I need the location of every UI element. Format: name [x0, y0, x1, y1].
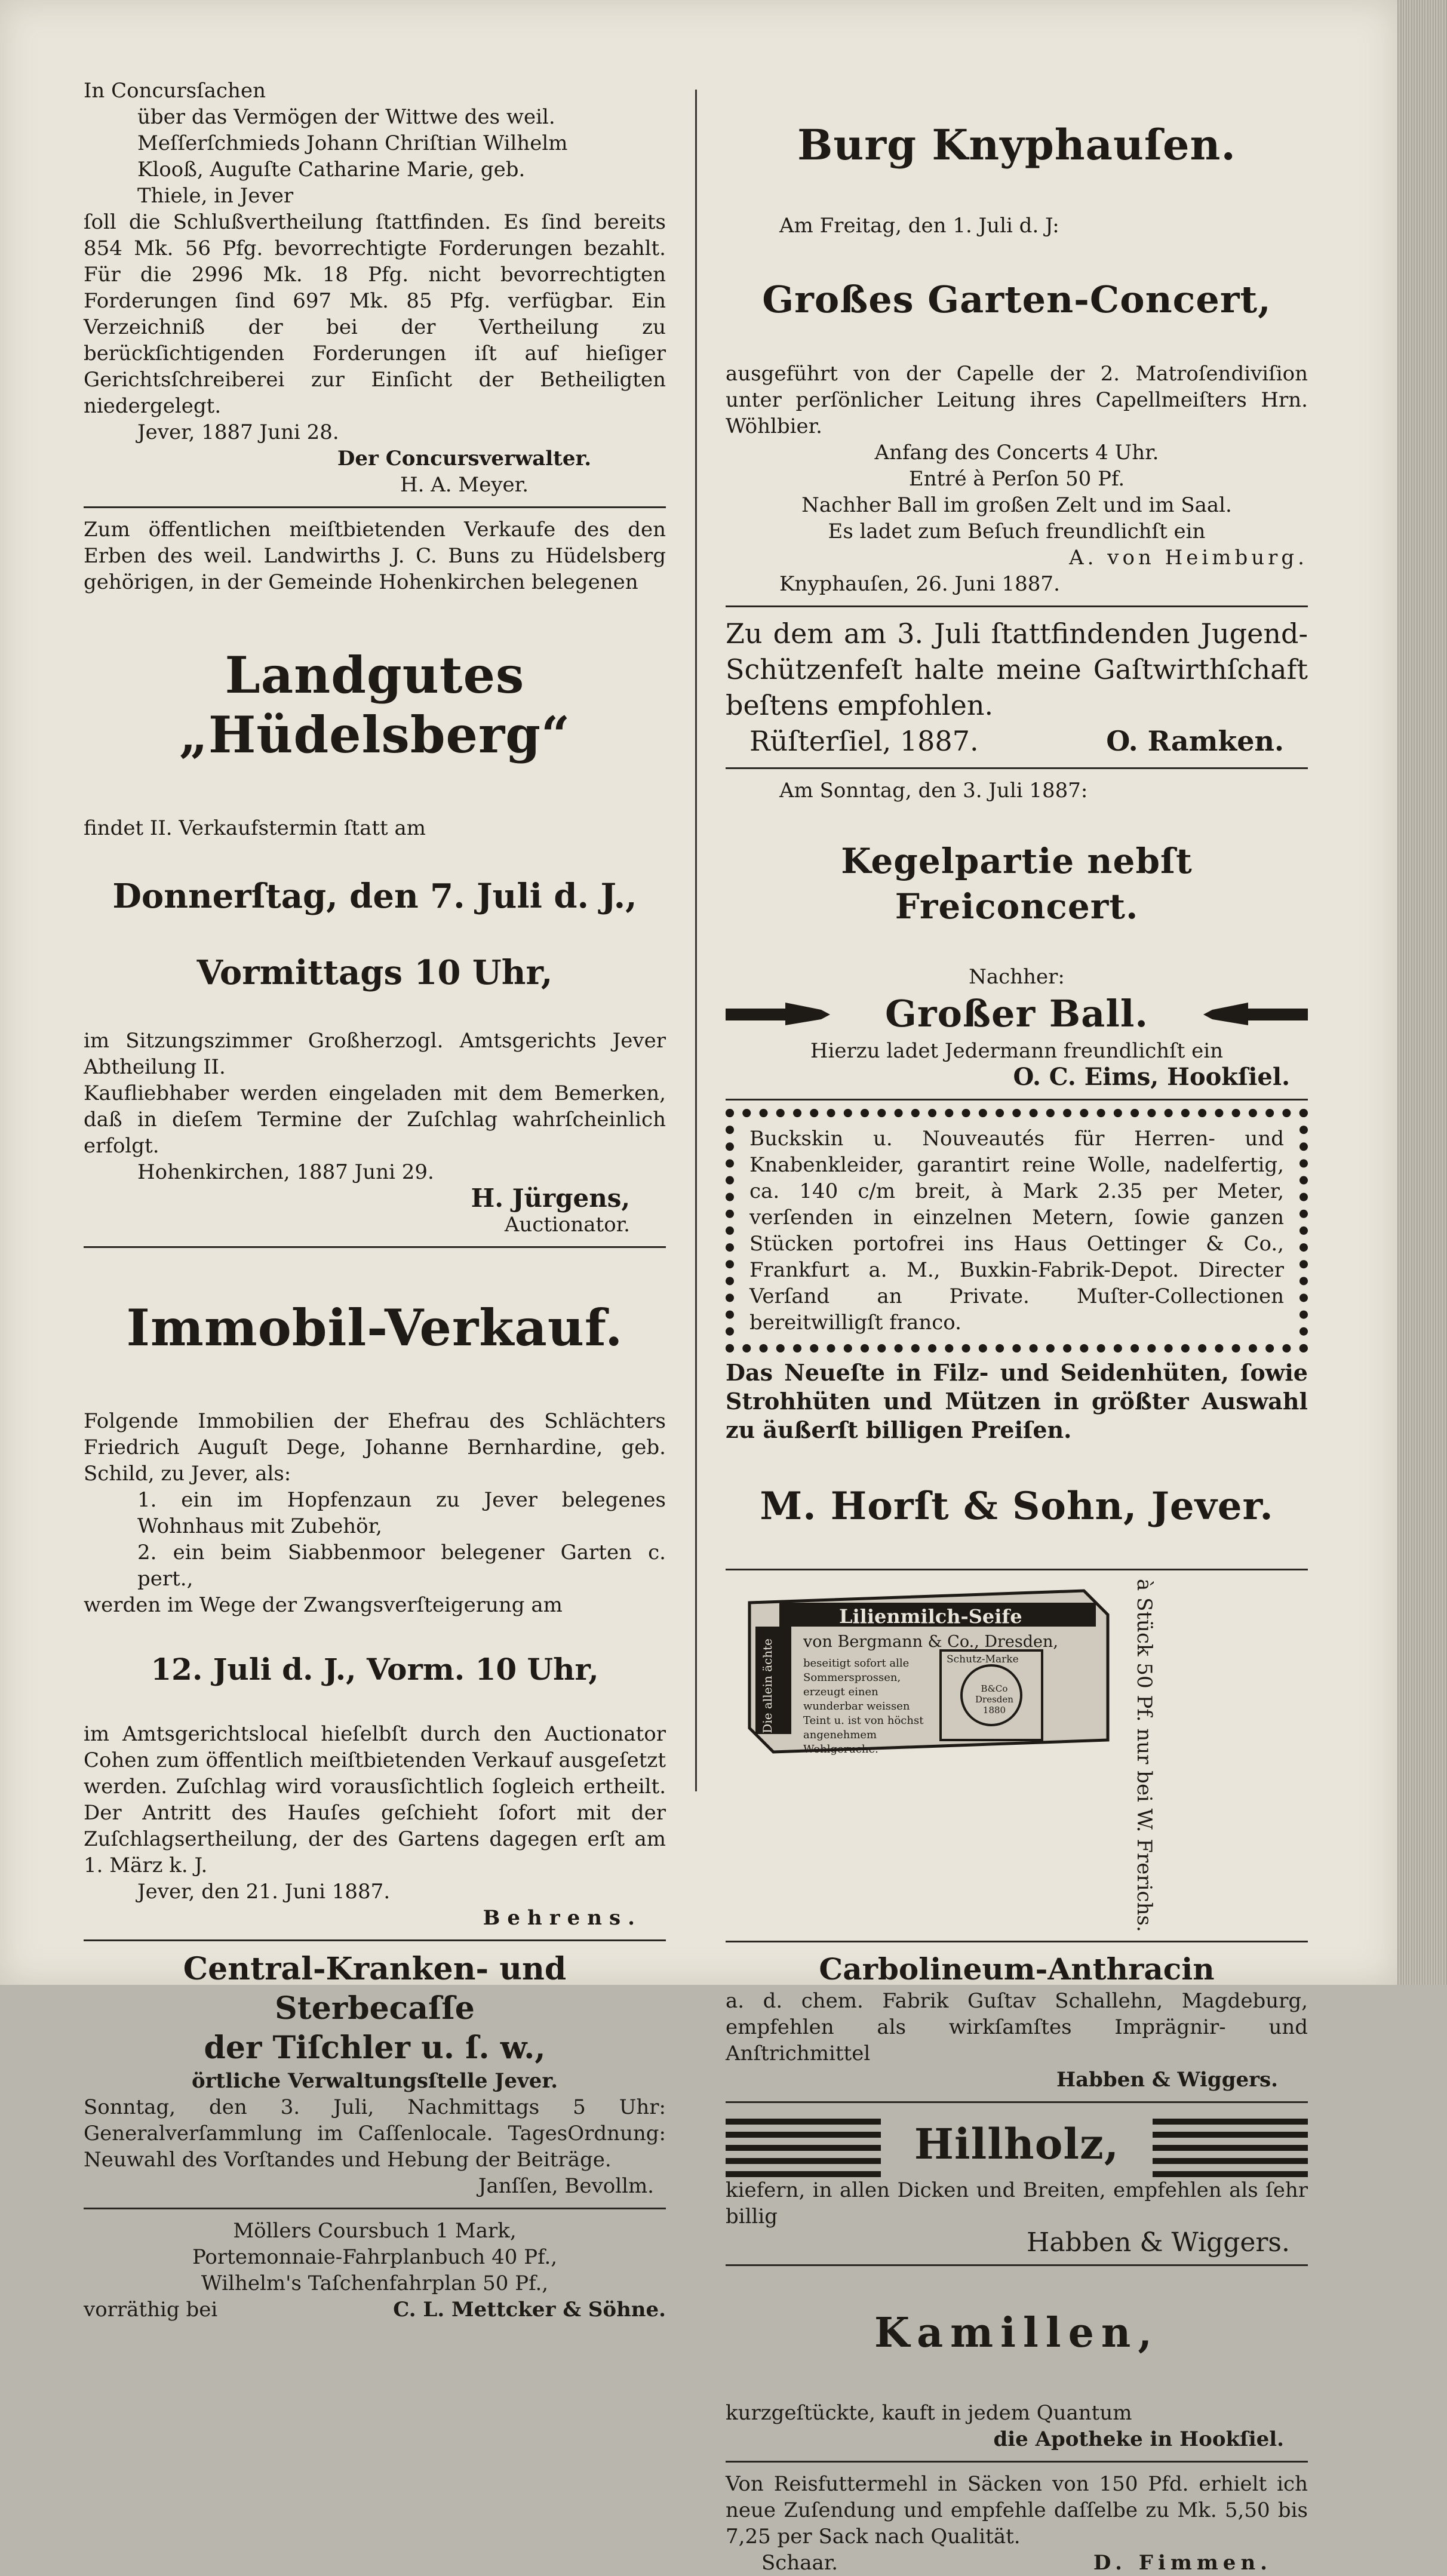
reis-footer	[726, 2550, 1308, 2576]
rule	[726, 2101, 1308, 2103]
column-divider	[695, 90, 697, 1791]
immobil-intro: Folgende Immobilien der Ehefrau des Schlächters Friedrich Auguſt Dege, Johanne Bernhardine, geb. Schild, zu Jever, als:	[84, 1409, 666, 1486]
immobil-date-line: Jever, den 21. Juni 1887.	[137, 1880, 391, 1904]
concurs-line-4: Klooß, Auguſte Catharine Marie, geb.	[137, 158, 526, 182]
kegel-big: Kegelpartie nebſt Freiconcert.	[841, 841, 1193, 927]
concurs-notice	[84, 78, 666, 498]
burg-l3: Entré à Perſon 50 Pf.	[908, 467, 1125, 491]
reis-signer: D. Fimmen.	[1093, 2550, 1272, 2575]
reis-ad	[726, 2471, 1308, 2576]
concurs-signer-title: Der Concursverwalter.	[337, 447, 592, 471]
soap-bar-illustration	[726, 1579, 1120, 1758]
rule	[726, 1569, 1308, 1570]
rule	[84, 1246, 666, 1248]
buckskin-ad	[726, 1109, 1308, 1352]
coursbuch-seller: C. L. Mettcker & Söhne.	[393, 2298, 666, 2322]
stripes-right-icon	[1153, 2111, 1308, 2177]
rule	[84, 1939, 666, 1941]
landgut-note: Kaufliebhaber werden eingeladen mit dem Bemerken, daß in dieſem Termine der Zuſchlag wahrſcheinlich erfolgt.	[84, 1081, 666, 1158]
book-edge	[1397, 0, 1447, 1985]
coursbuch-available: vorräthig bei	[84, 2298, 218, 2322]
burg-ad	[726, 119, 1308, 597]
concurs-line-2: über das Vermögen der Wittwe des weil.	[137, 105, 555, 129]
kasse-title-1: Central-Kranken- und Sterbecaſſe	[183, 1951, 567, 2027]
immobil-line: werden im Wege der Zwangsverſteigerung am	[84, 1593, 563, 1617]
burg-line1: Am Freitag, den 1. Juli d. J:	[779, 214, 1059, 238]
coursbuch-ad	[84, 2218, 666, 2323]
pointing-hand-left-icon	[1203, 997, 1308, 1031]
burg-l4: Nachher Ball im großen Zelt und im Saal.	[801, 493, 1232, 517]
rule	[726, 2461, 1308, 2463]
immobil-body: im Amtsgerichtslocal hieſelbſt durch den Auctionator Cohen zum öffentlich meiſtbietenden Verkauf ausgeſetzt werden. Zuſchlag wird vorausſichtlich ſogleich ertheilt. Der Antritt des Hauſes geſchieht ſofort mit der Zuſchlagsertheilung, der des Gartens dagegen erſt am 1. März k. J.	[84, 1722, 666, 1877]
immobil-headline: Immobil-Verkauf.	[126, 1298, 623, 1357]
rule	[84, 2208, 666, 2209]
carbolineum-ad	[726, 1951, 1308, 2093]
burg-body: ausgeführt von der Capelle der 2. Matroſendiviſion unter perſönlicher Leitung ihres Capellmeiſters Hrn. Wöhlbier.	[726, 362, 1308, 438]
schuetzen-place: Rüſterſiel, 1887.	[749, 725, 979, 757]
burg-date: Knyphauſen, 26. Juni 1887.	[779, 572, 1060, 596]
kegel-ball: Großer Ball.	[884, 992, 1149, 1035]
schuetzen-body: Zu dem am 3. Juli ſtattfindenden Jugend-Schützenfeſt halte meine Gaſtwirthſchaft beſtens empfohlen.	[726, 617, 1308, 721]
concurs-line-5: Thiele, in Jever	[137, 184, 294, 208]
rule	[84, 506, 666, 508]
kegel-ball-row	[726, 990, 1308, 1038]
seife-maker: von Bergmann & Co., Dresden,	[803, 1633, 1058, 1651]
concurs-date: Jever, 1887 Juni 28.	[137, 420, 339, 444]
coursbuch-line-3: Wilhelm's Taſchenfahrplan 50 Pf.,	[201, 2271, 549, 2295]
kegel-l3: Hierzu ladet Jedermann freundlichſt ein	[810, 1039, 1224, 1063]
schuetzen-signer: O. Ramken.	[1106, 725, 1284, 757]
kegel-l2: Nachher:	[969, 965, 1065, 989]
concurs-line-3: Meſſerſchmieds Johann Chriſtian Wilhelm	[137, 131, 568, 155]
seife-mark: Schutz-Marke	[947, 1653, 1019, 1665]
landgut-signer: H. Jürgens,	[471, 1184, 630, 1213]
immobil-date: 12. Juli d. J., Vorm. 10 Uhr,	[150, 1652, 599, 1687]
hillholz-title-row	[726, 2111, 1308, 2177]
seife-ad	[726, 1579, 1308, 1932]
landgut-signer-title: Auctionator.	[504, 1213, 630, 1237]
carbolineum-title: Carbolineum-Anthracin	[819, 1951, 1215, 1987]
pointing-hand-right-icon	[726, 997, 830, 1031]
seife-seal: B&Co Dresden 1880	[975, 1683, 1013, 1716]
hillholz-body: kiefern, in allen Dicken und Breiten, empfehlen als ſehr billig	[726, 2178, 1308, 2228]
kasse-body: Sonntag, den 3. Juli, Nachmittags 5 Uhr: Generalverſammlung im Caſſenlocale. TagesOrdnung: Neuwahl des Vorſtandes und Hebung der Beiträge.	[84, 2095, 666, 2172]
immobil-signer: Behrens.	[483, 1906, 642, 1930]
burg-big: Großes Garten-Concert,	[762, 278, 1271, 321]
coursbuch-line-4	[84, 2297, 666, 2323]
buckskin-body: Buckskin u. Nouveautés für Herren- und Knabenkleider, garantirt reine Wolle, nadelfertig, ca. 140 c/m breit, à Mark 2.35 per Meter, verſenden in einzelnen Metern, ſowie ganzen Stücken portofrei ins Haus Oettinger & Co., Frankfurt a. M., Buxkin-Fabrik-Depot. Directer Verſand an Private. Muſter-Collectionen bereitwilligſt franco.	[749, 1127, 1284, 1335]
rule	[726, 1941, 1308, 1942]
kegel-signer: O. C. Eims, Hookſiel.	[1013, 1063, 1290, 1091]
landgut-date: Donnerſtag, den 7. Juli d. J.,	[112, 877, 637, 916]
landgut-date-line: Hohenkirchen, 1887 Juni 29.	[137, 1160, 434, 1184]
concurs-line-1: In Concursſachen	[84, 79, 266, 103]
immobil-item-1: 1. ein im Hopfenzaun zu Jever belegenes Wohnhaus mit Zubehör,	[137, 1488, 666, 1538]
hillholz-title: Hillholz,	[914, 2119, 1120, 2169]
landgut-line1: findet II. Verkaufstermin ſtatt am	[84, 816, 426, 840]
kamillen-title: Kamillen,	[874, 2308, 1159, 2357]
landgut-time: Vormittags 10 Uhr,	[196, 953, 553, 992]
hut-signer: M. Horſt & Sohn, Jever.	[760, 1484, 1274, 1529]
rule	[726, 1099, 1308, 1101]
carbolineum-signer: Habben & Wiggers.	[1056, 2067, 1278, 2092]
landgut-notice	[84, 517, 666, 1238]
kamillen-ad	[726, 2307, 1308, 2452]
left-column	[84, 78, 666, 2323]
coursbuch-line-1: Möllers Coursbuch 1 Mark,	[233, 2219, 517, 2243]
immobil-notice	[84, 1298, 666, 1931]
burg-l2: Anfang des Concerts 4 Uhr.	[874, 441, 1159, 465]
burg-l5: Es ladet zum Beſuch freundlichſt ein	[828, 519, 1206, 543]
kasse-notice	[84, 1950, 666, 2199]
reis-place: Schaar.	[761, 2550, 838, 2575]
seife-side: Die allein ächte	[760, 1639, 775, 1733]
burg-headline: Burg Knyphauſen.	[797, 120, 1236, 170]
hut-body: Das Neueſte in Filz- und Seidenhüten, ſowie Strohhüten und Mützen in größter Auswahl zu äußerſt billigen Preiſen.	[726, 1359, 1308, 1443]
hillholz-signer: Habben & Wiggers.	[1027, 2227, 1290, 2258]
carbolineum-body: a. d. chem. Fabrik Guſtav Schallehn, Magdeburg, empfehlen als wirkſamſtes Imprägnir- und Anſtrichmittel	[726, 1988, 1308, 2065]
immobil-item-2: 2. ein beim Siabbenmoor belegener Garten c. pert.,	[137, 1541, 666, 1591]
schuetzen-ad	[726, 616, 1308, 759]
concurs-signer: H. A. Meyer.	[400, 473, 529, 497]
right-column	[726, 78, 1308, 2576]
rule	[726, 2264, 1308, 2266]
hillholz-ad	[726, 2111, 1308, 2256]
coursbuch-line-2: Portemonnaie-Fahrplanbuch 40 Pf.,	[192, 2245, 558, 2269]
kasse-signer: Janſſen, Bevollm.	[478, 2174, 654, 2198]
kegel-line1: Am Sonntag, den 3. Juli 1887:	[779, 779, 1088, 803]
landgut-place: im Sitzungszimmer Großherzogl. Amtsgerichts Jever Abtheilung II.	[84, 1029, 666, 1079]
seife-desc: beseitigt sofort alle Sommersprossen, erzeugt einen wunderbar weissen Teint u. ist von höchst angenehmem Wohlgeruche.	[803, 1657, 924, 1756]
stripes-left-icon	[726, 2111, 881, 2177]
kamillen-body: kurzgeſtückte, kauft in jedem Quantum	[726, 2400, 1132, 2425]
concurs-body: ſoll die Schlußvertheilung ſtattfinden. Es ſind bereits 854 Mk. 56 Pfg. bevorrechtigte Forderungen bezahlt. Für die 2996 Mk. 18 Pfg. nicht bevorrechtigten Forderungen ſind 697 Mk. 85 Pfg. verfügbar. Ein Verzeichniß der bei der Vertheilung zu berückſichtigenden Forderungen iſt auf hieſiger Gerichtsſchreiberei zur Einſicht der Betheiligten niedergelegt.	[84, 210, 666, 418]
reis-body: Von Reisfuttermehl in Säcken von 150 Pfd. erhielt ich neue Zuſendung und empfehle daſſelbe zu Mk. 5,50 bis 7,25 per Sack nach Qualität.	[726, 2472, 1308, 2549]
landgut-headline: Landgutes „Hüdelsberg“	[179, 645, 571, 764]
rule	[726, 605, 1308, 607]
kegel-ad	[726, 777, 1308, 1090]
landgut-intro: Zum öffentlichen meiſtbietenden Verkaufe des den Erben des weil. Landwirths J. C. Buns zu Hüdelsberg gehörigen, in der Gemeinde Hohenkirchen belegenen	[84, 518, 666, 594]
schuetzen-footer	[726, 723, 1308, 759]
kamillen-signer: die Apotheke in Hookſiel.	[993, 2427, 1284, 2451]
seife-label: Lilienmilch-Seife	[839, 1605, 1022, 1628]
rule	[726, 767, 1308, 769]
kasse-title-2: der Tiſchler u. ſ. w.,	[204, 2030, 546, 2066]
kasse-sub: örtliche Verwaltungsſtelle Jever.	[191, 2069, 558, 2093]
seife-vertical-text: à Stück 50 Pf. nur bei W. Frerichs.	[1132, 1579, 1156, 1932]
hut-ad	[726, 1358, 1308, 1530]
burg-signer: A. von Heimburg.	[1069, 546, 1308, 570]
